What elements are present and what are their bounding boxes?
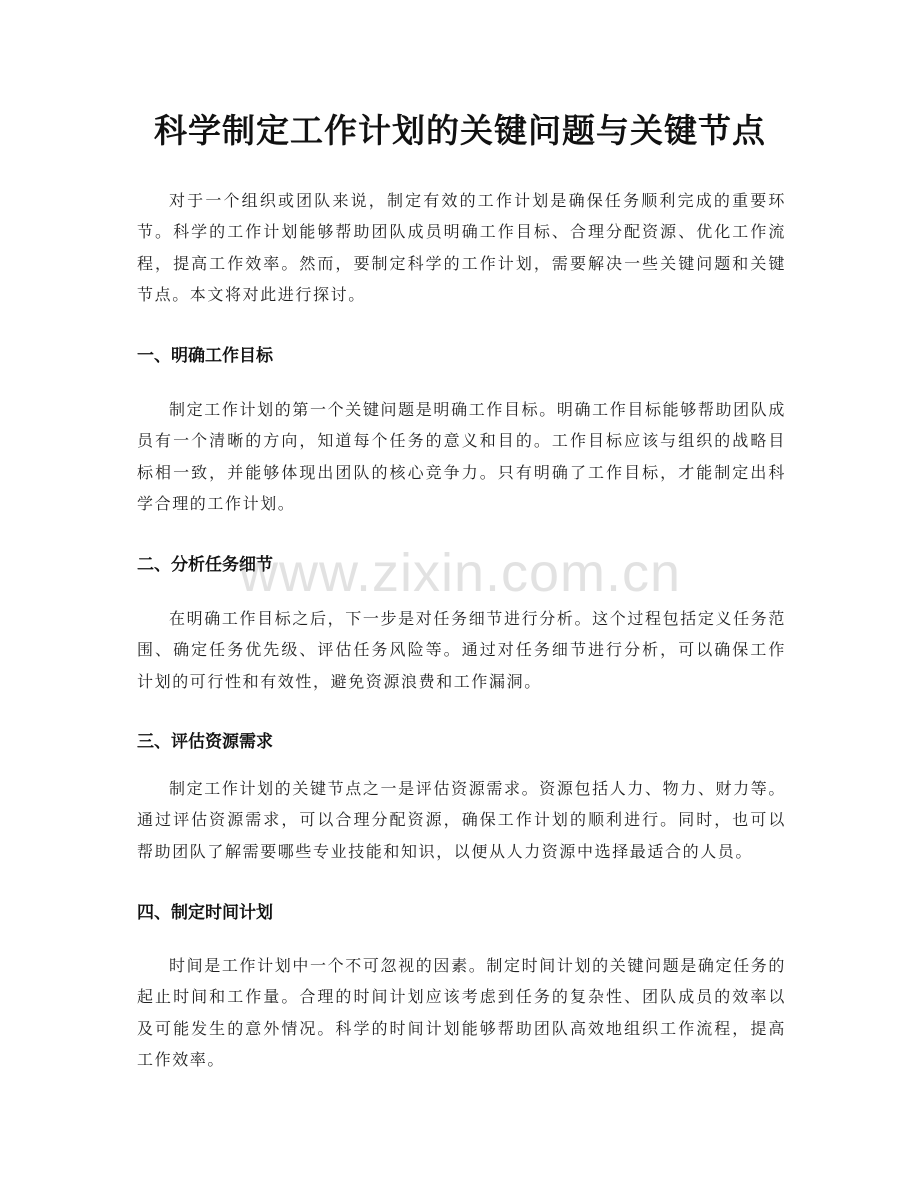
section-body-2: 在明确工作目标之后，下一步是对任务细节进行分析。这个过程包括定义任务范围、确定任务优先级、评估任务风险等。通过对任务细节进行分析，可以确保工作计划的可行性和有效性，避免资源浪费和工作漏洞。 xyxy=(137,609,786,691)
section-heading-1: 一、明确工作目标 xyxy=(137,346,273,366)
intro-paragraph: 对于一个组织或团队来说，制定有效的工作计划是确保任务顺利完成的重要环节。科学的工作计划能够帮助团队成员明确工作目标、合理分配资源、优化工作流程，提高工作效率。然而，要制定科学的工作计划，需要解决一些关键问题和关键节点。本文将对此进行探讨。 xyxy=(137,191,786,304)
section-heading-4: 四、制定时间计划 xyxy=(137,903,273,923)
section-body-1: 制定工作计划的第一个关键问题是明确工作目标。明确工作目标能够帮助团队成员有一个清晰的方向，知道每个任务的意义和目的。工作目标应该与组织的战略目标相一致，并能够体现出团队的核心竞争力。只有明确了工作目标，才能制定出科学合理的工作计划。 xyxy=(137,400,786,513)
section-heading-2: 二、分析任务细节 xyxy=(137,555,273,575)
watermark: www.zixin.com.cn xyxy=(238,543,682,603)
section-heading-3: 三、评估资源需求 xyxy=(137,732,273,752)
page-title: 科学制定工作计划的关键问题与关键节点 xyxy=(154,111,766,150)
section-body-3: 制定工作计划的关键节点之一是评估资源需求。资源包括人力、物力、财力等。通过评估资源需求，可以合理分配资源，确保工作计划的顺利进行。同时，也可以帮助团队了解需要哪些专业技能和知识，以便从人力资源中选择最适合的人员。 xyxy=(137,779,786,861)
section-body-4: 时间是工作计划中一个不可忽视的因素。制定时间计划的关键问题是确定任务的起止时间和工作量。合理的时间计划应该考虑到任务的复杂性、团队成员的效率以及可能发生的意外情况。科学的时间计划能够帮助团队高效地组织工作流程，提高工作效率。 xyxy=(137,956,786,1069)
